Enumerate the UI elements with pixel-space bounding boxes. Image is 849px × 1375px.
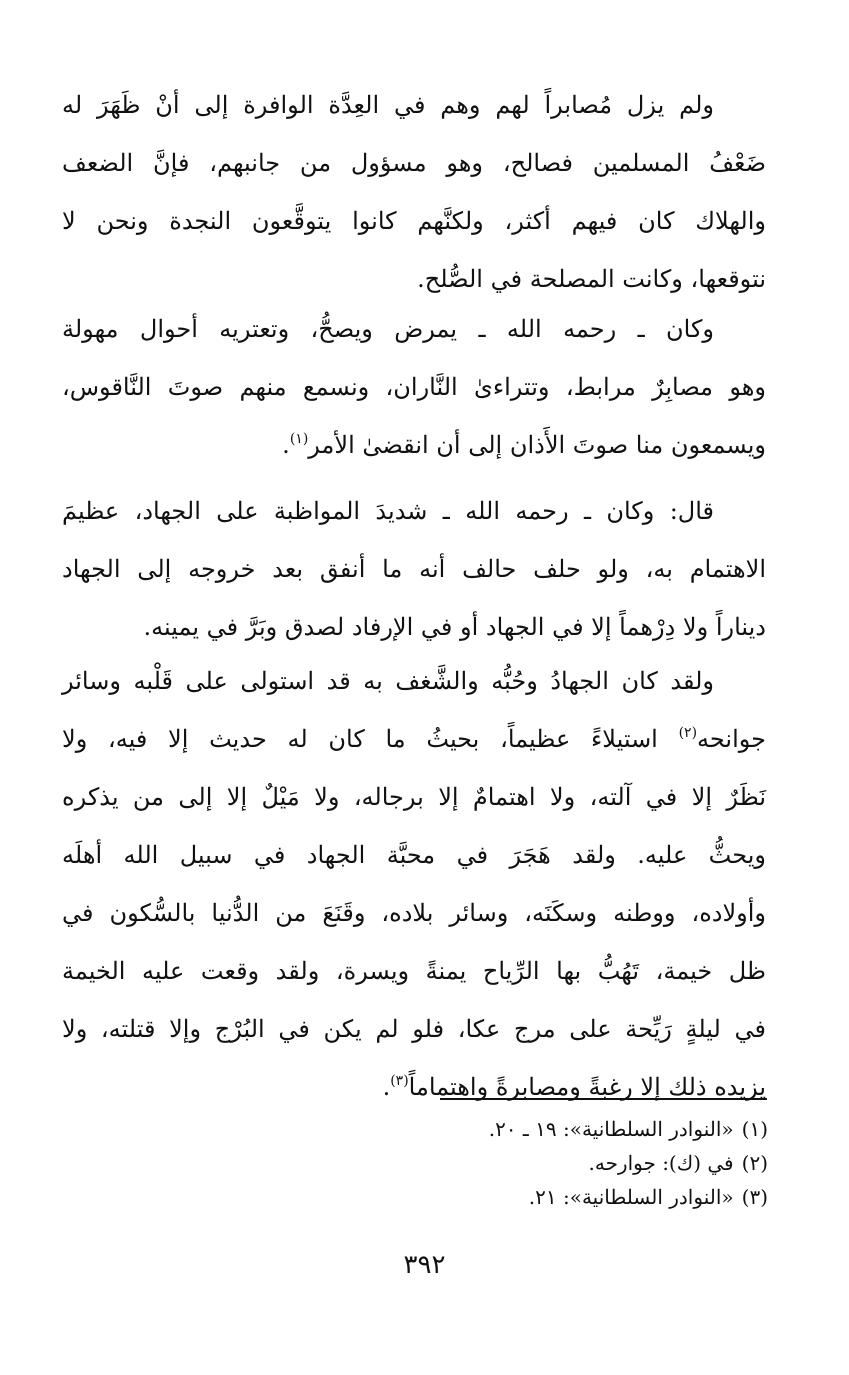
text-line: نَظَرٌ إلا في آلته، ولا اهتمامٌ إلا برجاله، ولا مَيْلٌ إلا إلى من يذكره: [62, 783, 766, 811]
text-line: ويسمعون منا صوتَ الأَذان إلى أن انقضىٰ الأمر$^{(١)}$.: [282, 431, 766, 459]
text-line: ولقد كان الجهادُ وحُبُّه والشَّغف به قد استولى على قَلْبه وسائر: [62, 667, 714, 695]
footnote-reference[interactable]: (٢): [678, 725, 698, 741]
footnote-2: [430, 1146, 768, 1180]
text-line: وأولاده، ووطنه وسكَنَه، وسائر بلاده، وقَنَعَ من الدُّنيا بالسُّكون في: [62, 899, 766, 927]
text-line: ويحثُّ عليه. ولقد هَجَرَ في محبَّة الجهاد في سبيل الله أهلَه: [62, 841, 767, 869]
footnote-marker: (٢): [741, 1151, 768, 1175]
text-line: ديناراً ولا دِرْهماً إلا في الجهاد أو في الإرفاد لصدق وبَرَّ في يمينه.: [143, 613, 766, 641]
footnote-text: «النوادر السلطانية»: ١٩ ـ ٢٠.: [488, 1117, 734, 1141]
footnotes: [430, 1112, 768, 1214]
paragraph-2: [62, 300, 766, 474]
footnote-text: «النوادر السلطانية»: ٢١.: [528, 1185, 734, 1209]
text-line: في ليلةٍ رَيِّحة على مرج عكا، فلو لم يكن في البُرْج وإلا قتلته، ولا: [62, 1015, 766, 1043]
footnote-1: [430, 1112, 768, 1146]
footnote-reference[interactable]: (٣): [390, 1073, 409, 1089]
footnote-marker: (٣): [741, 1185, 768, 1209]
text-line: والهلاك كان فيهم أكثر، ولكنَّهم كانوا يتوقَّعون النجدة ونحن لا: [62, 207, 766, 235]
footnote-reference[interactable]: (١): [289, 431, 309, 447]
text-line: جوانحه$^{(٢)}$ استيلاءً عظيماً، بحيثُ ما كان له حديث إلا فيه، ولا: [62, 725, 766, 753]
text-line: ظل خيمة، تَهُبُّ بها الرِّياح يمنةً ويسرة، ولقد وقعت عليه الخيمة: [62, 957, 766, 985]
text-line: وكان ـ رحمه الله ـ يمرض ويصحُّ، وتعتريه أحوال مهولة: [62, 315, 714, 343]
paragraph-4: [62, 652, 766, 1116]
text-line: يزيده ذلك إلا رغبةً ومصابرةً واهتماماً$^{(٣)}$.: [382, 1073, 766, 1101]
text-line: ضَعْفُ المسلمين فصالح، وهو مسؤول من جانبهم، فإنَّ الضعف: [62, 149, 766, 177]
page-number: ٣٩٢: [403, 1250, 446, 1280]
text-line: قال: وكان ـ رحمه الله ـ شديدَ المواظبة على الجهاد، عظيمَ: [62, 497, 714, 525]
footnote-separator: [440, 1098, 767, 1100]
paragraph-3: [62, 482, 766, 656]
text-line: نتوقعها، وكانت المصلحة في الصُّلح.: [417, 265, 766, 293]
paragraph-1: [62, 76, 766, 308]
text-line: وهو مصابِرٌ مرابط، وتتراءىٰ النَّاران، ونسمع منهم صوتَ النَّاقوس،: [62, 373, 766, 401]
footnote-text: في (ك): جوارحه.: [588, 1151, 734, 1175]
text-line: الاهتمام به، ولو حلف حالف أنه ما أنفق بعد خروجه إلى الجهاد: [62, 555, 766, 583]
text-line: ولم يزل مُصابراً لهم وهم في العِدَّة الوافرة إلى أنْ ظَهَرَ له: [62, 91, 714, 119]
footnote-3: [430, 1180, 768, 1214]
footnote-marker: (١): [741, 1117, 768, 1141]
